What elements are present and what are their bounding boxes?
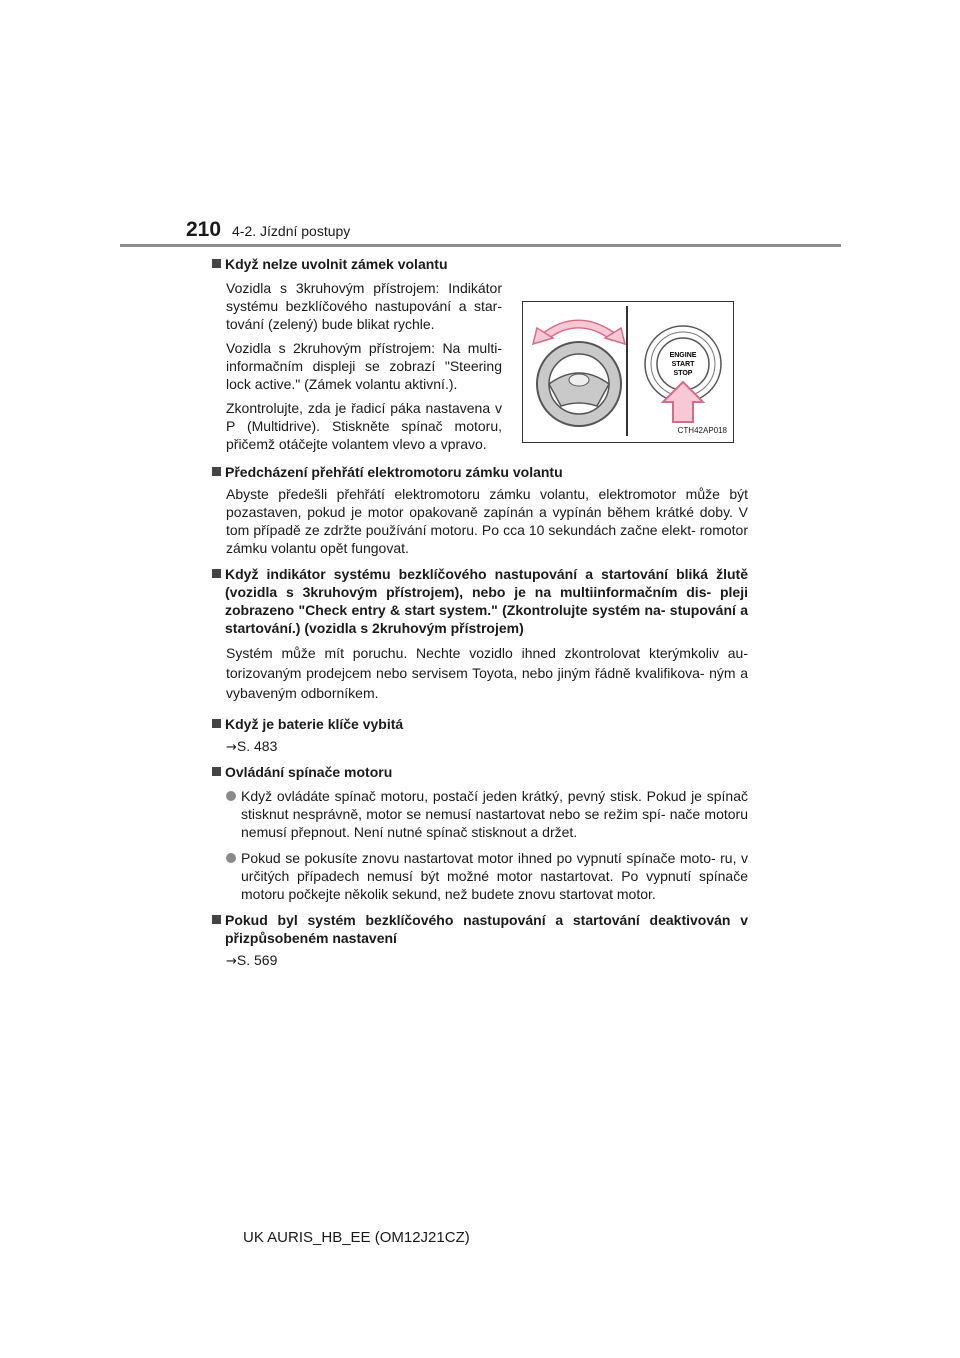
arrow-icon: → [226, 740, 237, 755]
engine-label: ENGINE [669, 352, 697, 359]
paragraph: Systém může mít poruchu. Nechte vozidlo ihned zkontrolovat kterýmkoliv au- torizovaným prodejcem nebo servisem Toyota, nebo jiným řádně kvalifikova- ným a vybaveným odborníkem. [226, 645, 748, 701]
item-operation [212, 763, 748, 903]
bullet-icon [226, 853, 236, 863]
page-number: 210 [186, 218, 222, 241]
start-label: START [671, 361, 695, 368]
footer-model: UK AURIS_HB_EE (OM12J21CZ) [243, 1229, 470, 1246]
section-title: 4-2. Jízdní postupy [232, 223, 351, 239]
steering-wheel-figure [522, 301, 734, 443]
paragraph: Zkontrolujte, zda je řadicí páka nastavena v P (Multidrive). Stiskněte spínač motoru, přičemž otáčejte volantem vlevo a vpravo. [226, 400, 502, 452]
reference-link[interactable]: S. 569 [236, 952, 278, 968]
item-overheat [212, 463, 748, 557]
paragraph: Abyste předešli přehřátí elektromotoru zámku volantu, elektromotor může být pozastaven, pokud je motor opakovaně zapínán a vypínán během krátké doby. V tom případě ze zdržte používání motoru. Po cca 10 sekundách začne elekt- romotor zámku volantu opět fungovat. [226, 486, 748, 556]
item-title: Pokud byl systém bezklíčového nastupování a startování deaktivován v přizpůsobeném nastavení [212, 911, 748, 947]
header-rule [120, 244, 841, 247]
item-indicator [212, 565, 748, 703]
item-battery [212, 715, 748, 757]
steering-wheel-icon [537, 342, 621, 426]
item-steering-lock [212, 255, 748, 453]
arrow-icon: → [226, 954, 237, 969]
item-title: Když indikátor systému bezklíčového nastupování a startování bliká žlutě (vozidla s 3kruhovým přístrojem), nebo je na multiinformačním dis- pleji zobrazeno "Check entry & start system." (Zkontrolujte systém na- stupování a startování.) (vozidla s 2kruhovým přístrojem) [212, 565, 748, 637]
list-item [212, 787, 748, 841]
paragraph: Vozidla s 2kruhovým přístrojem: Na multi- informačním displeji se zobrazí "Steering lock active." (Zámek volantu aktivní.). [226, 340, 502, 392]
stop-label: STOP [673, 370, 693, 377]
item-title: Když nelze uvolnit zámek volantu [212, 255, 748, 273]
paragraph: Vozidla s 3kruhovým přístrojem: Indikátor systému bezklíčového nastupování a star- tování (zelený) bude blikat rychle. [226, 280, 502, 332]
page-reference [226, 951, 748, 971]
item-title: Když je baterie klíče vybitá [212, 715, 748, 733]
list-item [212, 849, 748, 903]
list-item-text: Když ovládáte spínač motoru, postačí jeden krátký, pevný stisk. Pokud je spínač stisknut nesprávně, motor se nemusí nastartovat nebo se režim spí- nače motoru nemusí přepnout. Není nutné spínač stisknout a držet. [241, 788, 748, 840]
item-deactivated [212, 911, 748, 971]
list-item-text: Pokud se pokusíte znovu nastartovat motor ihned po vypnutí spínače moto- ru, v určitých případech nemusí být možné motor nastartovat. Po vypnutí spínače motoru počkejte několik sekund, než budete znovu startovat motor. [241, 850, 748, 902]
item-title: Předcházení přehřátí elektromotoru zámku volantu [212, 463, 748, 481]
bullet-icon [226, 791, 236, 801]
page-content [212, 255, 748, 977]
reference-link[interactable]: S. 483 [236, 738, 278, 754]
item-title: Ovládání spínače motoru [212, 763, 748, 781]
page-reference [226, 737, 748, 757]
figure-code: CTH42AP018 [677, 426, 727, 435]
